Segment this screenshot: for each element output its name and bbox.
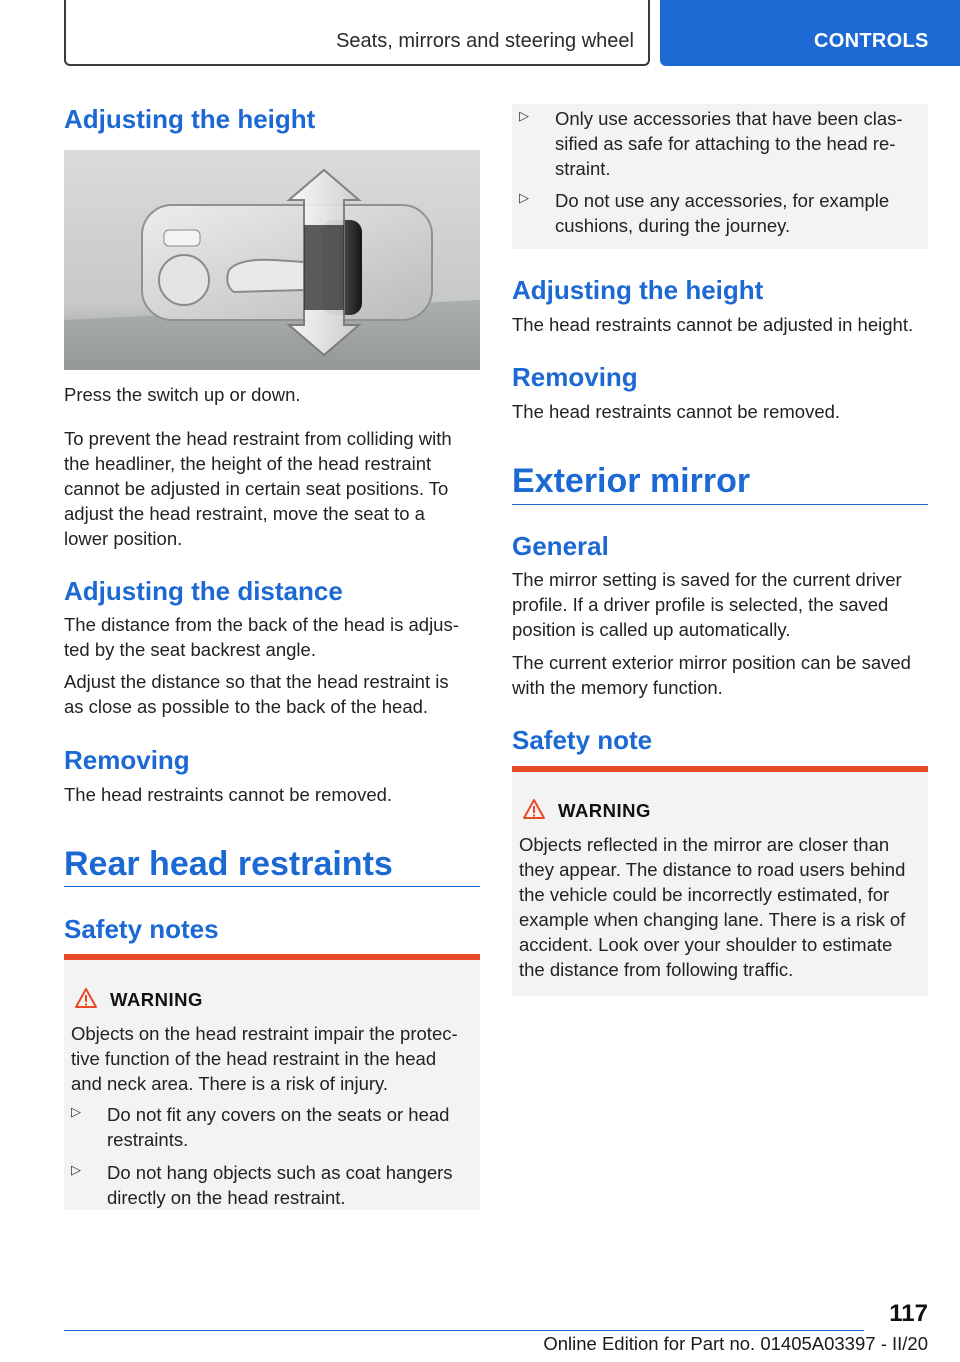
heading-adjusting-height-rear: Adjusting the height: [512, 275, 764, 305]
text-adjust-height-rear: The head restraints cannot be adjusted in height.: [512, 314, 914, 335]
paragraph-prevent: [64, 426, 452, 551]
warning-title: WARNING: [110, 989, 203, 1010]
list-item: [71, 1102, 471, 1152]
page-number: 117: [889, 1300, 928, 1327]
text-line: cannot be adjusted in certain seat positions. To: [64, 478, 449, 499]
text-line: tive function of the head restraint in the head: [71, 1048, 437, 1069]
text-line: example when changing lane. There is a risk of: [519, 909, 906, 930]
warning-title: WARNING: [558, 800, 651, 821]
footer-edition-text: Online Edition for Part no. 01405A03397 - II/20: [543, 1333, 928, 1354]
text-press-switch: Press the switch up or down.: [64, 384, 301, 405]
seat-switch-image: [64, 150, 480, 370]
text-line: To prevent the head restraint from colliding with: [64, 428, 452, 449]
bullet-triangle-icon: ▷: [71, 1162, 81, 1177]
text-line: position is called up automatically.: [512, 619, 791, 640]
heading-safety-notes: Safety notes: [64, 914, 219, 944]
text-line: accident. Look over your shoulder to estimate: [519, 934, 893, 955]
list-item: [519, 188, 919, 238]
warning-box-rear-head-restraints: [64, 954, 480, 1210]
text-line: as close as possible to the back of the head.: [64, 696, 429, 717]
text-line: profile. If a driver profile is selected, the saved: [512, 594, 889, 615]
text-line: Do not hang objects such as coat hangers: [107, 1162, 453, 1183]
warning-triangle-icon: [74, 987, 98, 1009]
heading-adjusting-height: Adjusting the height: [64, 104, 316, 134]
text-line: and neck area. There is a risk of injury.: [71, 1073, 389, 1094]
text-line: restraints.: [107, 1129, 189, 1150]
list-item: [519, 106, 919, 182]
text-line: Adjust the distance so that the head restraint is: [64, 671, 449, 692]
paragraph-memory: [512, 650, 911, 700]
text-line: The current exterior mirror position can be saved: [512, 652, 911, 673]
text-line: the vehicle could be incorrectly estimated, for: [519, 884, 890, 905]
text-line: Do not fit any covers on the seats or head: [107, 1104, 450, 1125]
seat-switch-illustration: [64, 150, 480, 370]
paragraph-general: [512, 567, 902, 642]
bullet-text: [107, 1102, 449, 1152]
heading-removing: Removing: [64, 745, 190, 775]
heading-underline: [64, 886, 480, 887]
text-line: they appear. The distance to road users behind: [519, 859, 906, 880]
text-line: directly on the head restraint.: [107, 1187, 346, 1208]
header-section-tab: [64, 0, 650, 66]
warning-text: [519, 832, 905, 982]
header-chapter-label: CONTROLS: [814, 30, 929, 52]
text-line: Objects on the head restraint impair the protec‐: [71, 1023, 458, 1044]
heading-general: General: [512, 531, 609, 561]
text-line: sified as safe for attaching to the head re‐: [555, 133, 896, 154]
warning-box-continued: [512, 104, 928, 249]
text-line: The distance from the back of the head is adjus‐: [64, 614, 459, 635]
heading-rear-head-restraints: Rear head restraints: [64, 845, 393, 883]
text-line: straint.: [555, 158, 611, 179]
header-section-title: Seats, mirrors and steering wheel: [336, 30, 634, 52]
text-line: the distance from following traffic.: [519, 959, 794, 980]
list-item: [71, 1160, 471, 1210]
text-line: with the memory function.: [512, 677, 723, 698]
text-line: Only use accessories that have been clas‐: [555, 108, 903, 129]
heading-exterior-mirror: Exterior mirror: [512, 462, 751, 500]
text-line: Objects reflected in the mirror are closer than: [519, 834, 890, 855]
heading-removing-rear: Removing: [512, 362, 638, 392]
text-line: ted by the seat backrest angle.: [64, 639, 316, 660]
bullet-triangle-icon: ▷: [519, 108, 529, 123]
bullet-text: [107, 1160, 453, 1210]
text-line: cushions, during the journey.: [555, 215, 791, 236]
bullet-triangle-icon: ▷: [519, 190, 529, 205]
heading-safety-note: Safety note: [512, 725, 653, 755]
bullet-text: [555, 188, 889, 238]
text-removing: The head restraints cannot be removed.: [64, 784, 393, 805]
text-line: adjust the head restraint, move the seat to a: [64, 503, 425, 524]
text-line: Do not use any accessories, for example: [555, 190, 890, 211]
bullet-triangle-icon: ▷: [71, 1104, 81, 1119]
heading-adjusting-distance: Adjusting the distance: [64, 576, 343, 606]
text-line: the headliner, the height of the head restraint: [64, 453, 432, 474]
warning-box-exterior-mirror: [512, 766, 928, 996]
paragraph-distance: [64, 612, 459, 662]
text-line: The mirror setting is saved for the current driver: [512, 569, 902, 590]
bullet-text: [555, 106, 903, 181]
heading-underline: [512, 504, 928, 505]
paragraph-adjust-distance: [64, 669, 449, 719]
warning-text: [71, 1021, 458, 1096]
warning-triangle-icon: [522, 798, 546, 820]
footer-rule: [64, 1330, 864, 1331]
header-chapter-tab[interactable]: [660, 0, 960, 66]
text-line: lower position.: [64, 528, 183, 549]
text-removing-rear: The head restraints cannot be removed.: [512, 401, 841, 422]
